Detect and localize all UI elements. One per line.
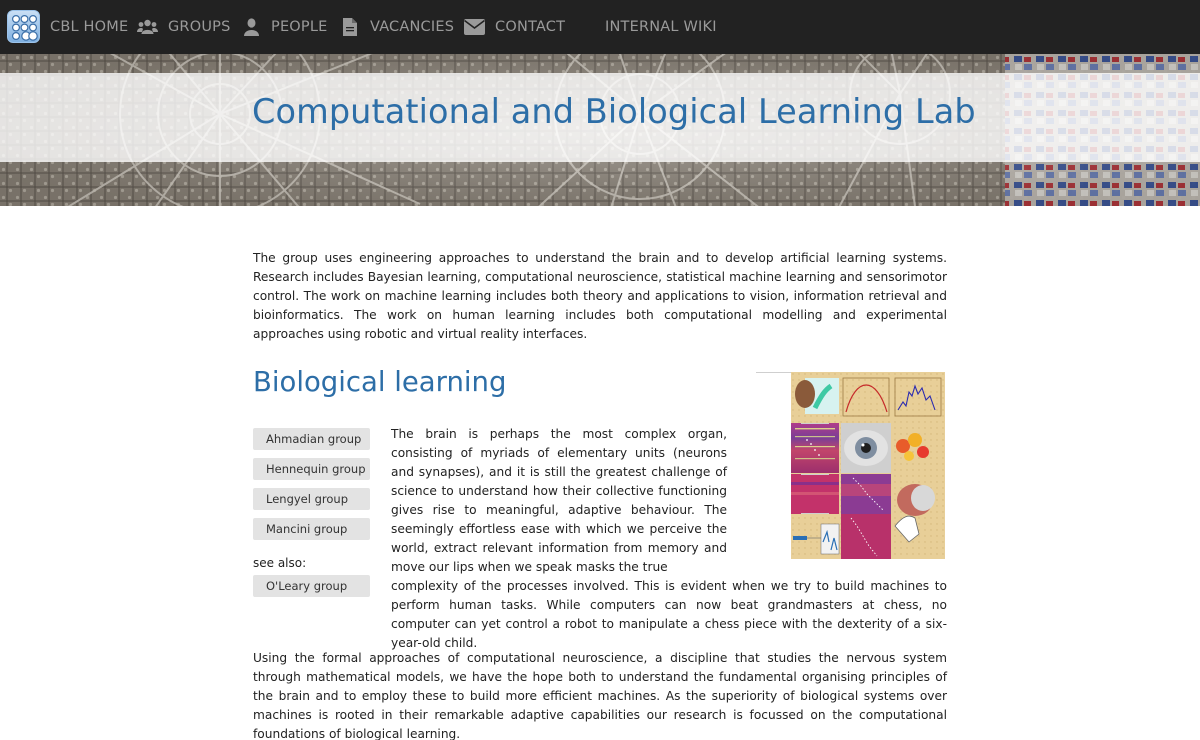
user-icon — [244, 18, 259, 36]
section-title: Biological learning — [253, 366, 507, 398]
bio-text-top: The brain is perhaps the most complex organ, consisting of myriads of elementary units (neurons and synapses), and it is still the greatest challenge of science to understand how their collective functioning gives rise to meaningful, adaptive behaviour. The seemingly effortless ease with which we perceive the world, extract relevant information from memory and move our lips when we speak masks the true — [391, 427, 727, 574]
top-navbar — [0, 0, 1200, 54]
group-links — [253, 428, 371, 605]
page-title: Computational and Biological Learning Lab — [252, 92, 976, 131]
group-link-mancini[interactable]: Mancini group — [253, 518, 370, 540]
document-icon — [343, 18, 357, 36]
nav-people[interactable] — [244, 0, 328, 54]
nav-groups[interactable] — [137, 0, 231, 54]
envelope-icon — [464, 19, 485, 35]
intro-paragraph: The group uses engineering approaches to understand the brain and to develop artificial learning systems. Research includes Bayesian learning, computational neuroscience, statistical machine learning and sensorimotor control. The work on machine learning includes both theory and applications to vision, information retrieval and bioinformatics. The work on human learning includes both computational modelling and experimental approaches using robotic and virtual reality interfaces. — [253, 251, 947, 341]
biological-learning-figure — [791, 366, 945, 559]
see-also-label: see also: — [253, 556, 307, 570]
paragraph-computational-neuroscience: Using the formal approaches of computational neuroscience, a discipline that studies the nervous system through mathematical models, we have the hope both to understand the fundamental organising principles of the brain and to employ these to build more efficient machines. As the superiority of biological systems over machines is rooted in their remarkable adaptive capabilities our research is focussed on the computational foundations of biological learning. — [253, 651, 947, 740]
header-banner — [0, 54, 1200, 206]
nav-cbl-home-label: CBL HOME — [50, 19, 129, 35]
bio-text-bottom: complexity of the processes involved. This is evident when we try to build machines to perform human tasks. While computers can now beat grandmasters at chess, no computer can yet control a robot to manipulate a chess piece with the dexterity of a six-year-old child. — [391, 579, 947, 650]
group-link-ahmadian[interactable]: Ahmadian group — [253, 428, 370, 450]
nav-groups-label: GROUPS — [168, 19, 231, 35]
cbl-logo[interactable] — [7, 10, 40, 43]
nav-people-label: PEOPLE — [271, 19, 328, 35]
nav-vacancies[interactable] — [343, 0, 454, 54]
nav-contact-label: CONTACT — [495, 19, 566, 35]
figure-collage-image — [791, 366, 945, 559]
group-link-lengyel[interactable]: Lengyel group — [253, 488, 370, 510]
nav-cbl-home[interactable] — [50, 0, 128, 54]
nav-internal-wiki[interactable] — [605, 0, 717, 54]
users-icon — [137, 19, 158, 35]
nav-contact[interactable] — [464, 0, 565, 54]
group-link-hennequin[interactable]: Hennequin group — [253, 458, 370, 480]
nav-vacancies-label: VACANCIES — [370, 19, 455, 35]
group-link-oleary[interactable]: O'Leary group — [253, 575, 370, 597]
nav-internal-wiki-label: INTERNAL WIKI — [605, 19, 717, 35]
